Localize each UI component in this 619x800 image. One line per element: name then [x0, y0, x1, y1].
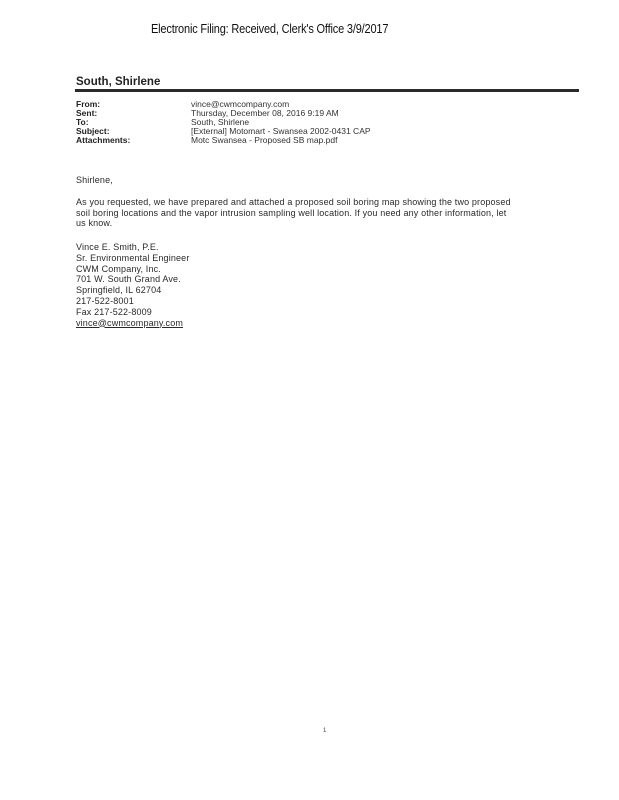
body-line: us know.	[76, 218, 113, 228]
greeting: Shirlene,	[76, 175, 113, 185]
message-body	[76, 197, 576, 229]
signature-company: CWM Company, Inc.	[76, 263, 161, 274]
header-value: vince@cwmcompany.com	[191, 99, 290, 109]
signature-phone: 217-522-8001	[76, 295, 134, 306]
body-line: As you requested, we have prepared and attached a proposed soil boring map showing the two proposed	[76, 197, 511, 207]
attachment-name[interactable]: Motc Swansea - Proposed SB map.pdf	[191, 135, 338, 145]
header-value: [External] Motomart - Swansea 2002-0431 CAP	[191, 126, 371, 136]
sender-name: South, Shirlene	[76, 76, 161, 88]
signature-title: Sr. Environmental Engineer	[76, 252, 190, 263]
header-label: Subject:	[76, 126, 110, 136]
signature-address-line1: 701 W. South Grand Ave.	[76, 274, 181, 285]
signature-block	[76, 242, 189, 328]
body-line: soil boring locations and the vapor intrusion sampling well location. If you need any other information, let	[76, 207, 507, 218]
filing-stamp: Electronic Filing: Received, Clerk's Office 3/9/2017	[151, 22, 389, 36]
signature-address-line2: Springfield, IL 62704	[76, 285, 162, 296]
header-value: Thursday, December 08, 2016 9:19 AM	[191, 108, 339, 118]
header-label: To:	[76, 117, 89, 127]
signature-fax: Fax 217-522-8009	[76, 306, 152, 317]
header-label: Attachments:	[76, 135, 131, 145]
signature-name: Vince E. Smith, P.E.	[76, 242, 159, 252]
header-value: South, Shirlene	[191, 117, 250, 127]
header-label: Sent:	[76, 108, 98, 118]
page-number: 1	[323, 728, 327, 734]
signature-email-link[interactable]: vince@cwmcompany.com	[76, 317, 183, 328]
header-label: From:	[76, 99, 101, 109]
header-divider	[75, 89, 579, 92]
